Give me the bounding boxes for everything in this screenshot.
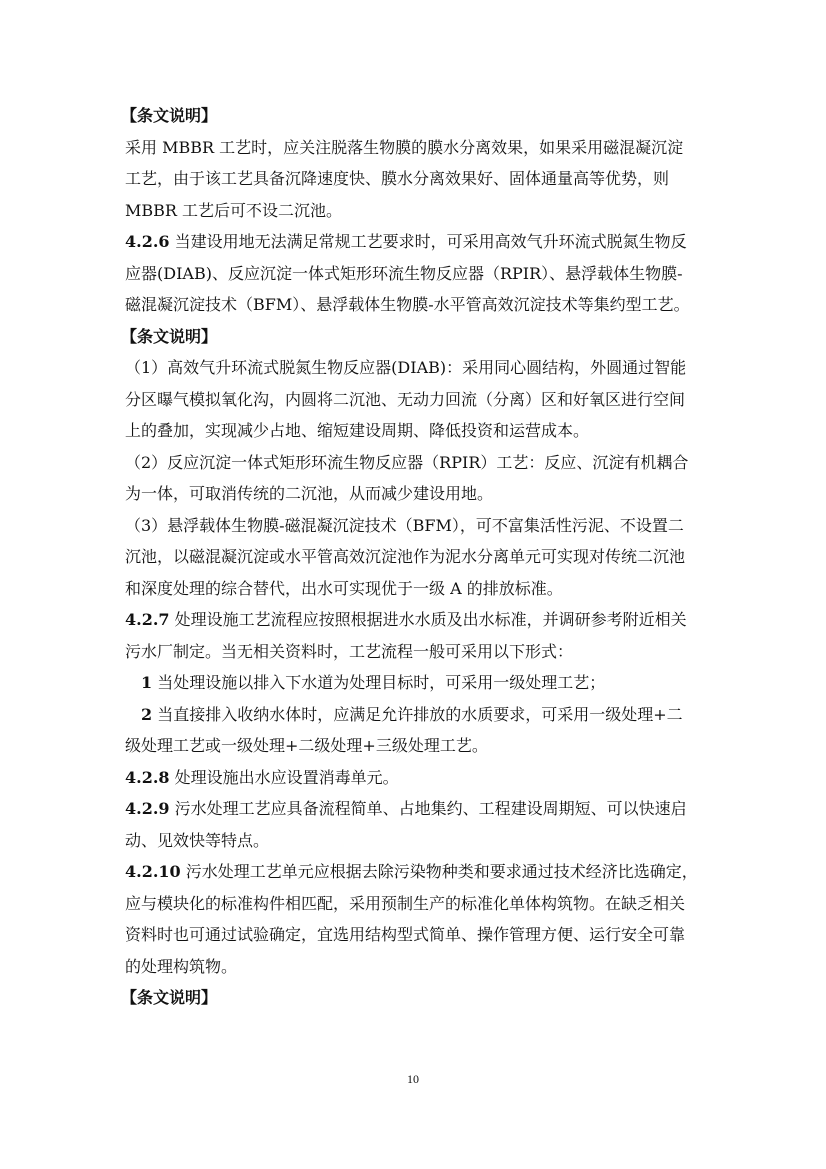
line-text: （2）反应沉淀一体式矩形环流生物反应器（RPIR）工艺：反应、沉淀有机耦合 — [125, 452, 689, 472]
explanation-heading — [121, 982, 705, 1014]
paragraph — [125, 352, 705, 447]
text-line — [125, 636, 705, 668]
text-line — [125, 919, 705, 951]
line-text: 工艺，由于该工艺具备沉降速度快、膜水分离效果好、固体通量高等优势，则 — [125, 169, 670, 188]
text-line — [125, 258, 705, 290]
line-text: 分区曝气模拟氧化沟，内圆将二沉池、无动力回流（分离）区和好氧区进行空间 — [125, 389, 686, 409]
line-text: 采用 MBBR 工艺时，应关注脱落生物膜的膜水分离效果，如果采用磁混凝沉淀 — [125, 137, 684, 157]
line-text: 处理设施工艺流程应按照根据进水水质及出水标准，并调研参考附近相关 — [174, 610, 687, 629]
line-text: 当处理设施以排入下水道为处理目标时，可采用一级处理工艺； — [157, 673, 606, 692]
line-text: 和深度处理的综合替代，出水可实现优于一级 A 的排放标准。 — [125, 578, 563, 598]
line-text: 污水处理工艺应具备流程简单、占地集约、工程建设周期短、可以快速启 — [174, 799, 687, 818]
line-text: 资料时也可通过试验确定，宜选用结构型式简单、操作管理方便、运行安全可靠 — [125, 925, 686, 944]
line-text: 【条文说明】 — [121, 326, 218, 346]
line-text: 的处理构筑物。 — [125, 956, 238, 976]
text-line — [125, 856, 705, 888]
text-line — [125, 762, 705, 794]
text-line — [125, 510, 705, 542]
item-number: 1 — [141, 673, 153, 692]
text-line — [125, 132, 705, 164]
line-text: 级处理工艺或一级处理+二级处理+三级处理工艺。 — [125, 736, 488, 755]
text-line — [121, 100, 705, 132]
line-text: 处理设施出水应设置消毒单元。 — [174, 767, 399, 787]
text-line — [125, 415, 705, 447]
text-line — [121, 321, 705, 353]
text-line — [125, 825, 705, 857]
line-text: （1）高效气升环流式脱氮生物反应器(DIAB)：采用同心圆结构，外圆通过智能 — [125, 358, 687, 377]
line-text: 上的叠加，实现减少占地、缩短建设周期、降低投资和运营成本。 — [125, 421, 590, 440]
clause-block — [125, 226, 705, 321]
line-text: 动、见效快等特点。 — [125, 830, 270, 850]
page-number: 10 — [407, 1072, 419, 1086]
text-line — [125, 667, 705, 699]
line-text: 沉池，以磁混凝沉淀或水平管高效沉淀池作为泥水分离单元可实现对传统二沉池 — [125, 547, 686, 566]
clause-number: 4.2.7 — [125, 610, 170, 629]
line-text: 当建设用地无法满足常规工艺要求时，可采用高效气升环流式脱氮生物反 — [174, 232, 687, 251]
text-line — [125, 289, 705, 321]
clause-number: 4.2.9 — [125, 799, 170, 818]
clause-number: 4.2.6 — [125, 232, 170, 251]
clause-block — [125, 793, 705, 856]
text-line — [121, 982, 705, 1014]
clause-block — [125, 856, 705, 982]
clause-number: 4.2.10 — [125, 862, 181, 881]
text-line — [125, 888, 705, 920]
text-line — [125, 573, 705, 605]
line-text: 污水厂制定。当无相关资料时，工艺流程一般可采用以下形式： — [125, 641, 574, 661]
explanation-heading — [121, 321, 705, 353]
line-text: 【条文说明】 — [121, 988, 218, 1007]
text-line — [125, 793, 705, 825]
list-item — [125, 699, 705, 762]
line-text: 磁混凝沉淀技术（BFM）、悬浮载体生物膜-水平管高效沉淀技术等集约型工艺。 — [125, 295, 690, 314]
line-text: MBBR 工艺后可不设二沉池。 — [125, 200, 343, 220]
line-text: （3）悬浮载体生物膜-磁混凝沉淀技术（BFM），可不富集活性污泥、不设置二 — [125, 515, 684, 535]
text-line — [125, 447, 705, 479]
line-text: 应与模块化的标准构件相匹配，采用预制生产的标准化单体构筑物。在缺乏相关 — [125, 893, 686, 913]
text-line — [125, 730, 705, 762]
line-text: 应器(DIAB)、反应沉淀一体式矩形环流生物反应器（RPIR）、悬浮载体生物膜- — [125, 263, 683, 283]
text-line — [125, 478, 705, 510]
text-line — [125, 195, 705, 227]
text-line — [125, 541, 705, 573]
paragraph — [125, 510, 705, 605]
text-line — [125, 352, 705, 384]
text-line — [125, 384, 705, 416]
line-text: 污水处理工艺单元应根据去除污染物种类和要求通过技术经济比选确定， — [185, 862, 698, 881]
clause-block — [125, 604, 705, 667]
clause-number: 4.2.8 — [125, 767, 170, 787]
paragraph — [125, 132, 705, 227]
clause-block — [125, 762, 705, 794]
text-line — [125, 163, 705, 195]
page-content — [121, 100, 705, 1014]
paragraph — [125, 447, 705, 510]
line-text: 为一体，可取消传统的二沉池，从而减少建设用地。 — [125, 484, 494, 503]
text-line — [125, 226, 705, 258]
line-text: 【条文说明】 — [121, 106, 218, 125]
text-line — [125, 951, 705, 983]
list-item — [125, 667, 705, 699]
text-line — [125, 699, 705, 731]
item-number: 2 — [141, 704, 153, 724]
explanation-heading — [121, 100, 705, 132]
line-text: 当直接排入收纳水体时，应满足允许排放的水质要求，可采用一级处理+二 — [157, 704, 683, 724]
text-line — [125, 604, 705, 636]
